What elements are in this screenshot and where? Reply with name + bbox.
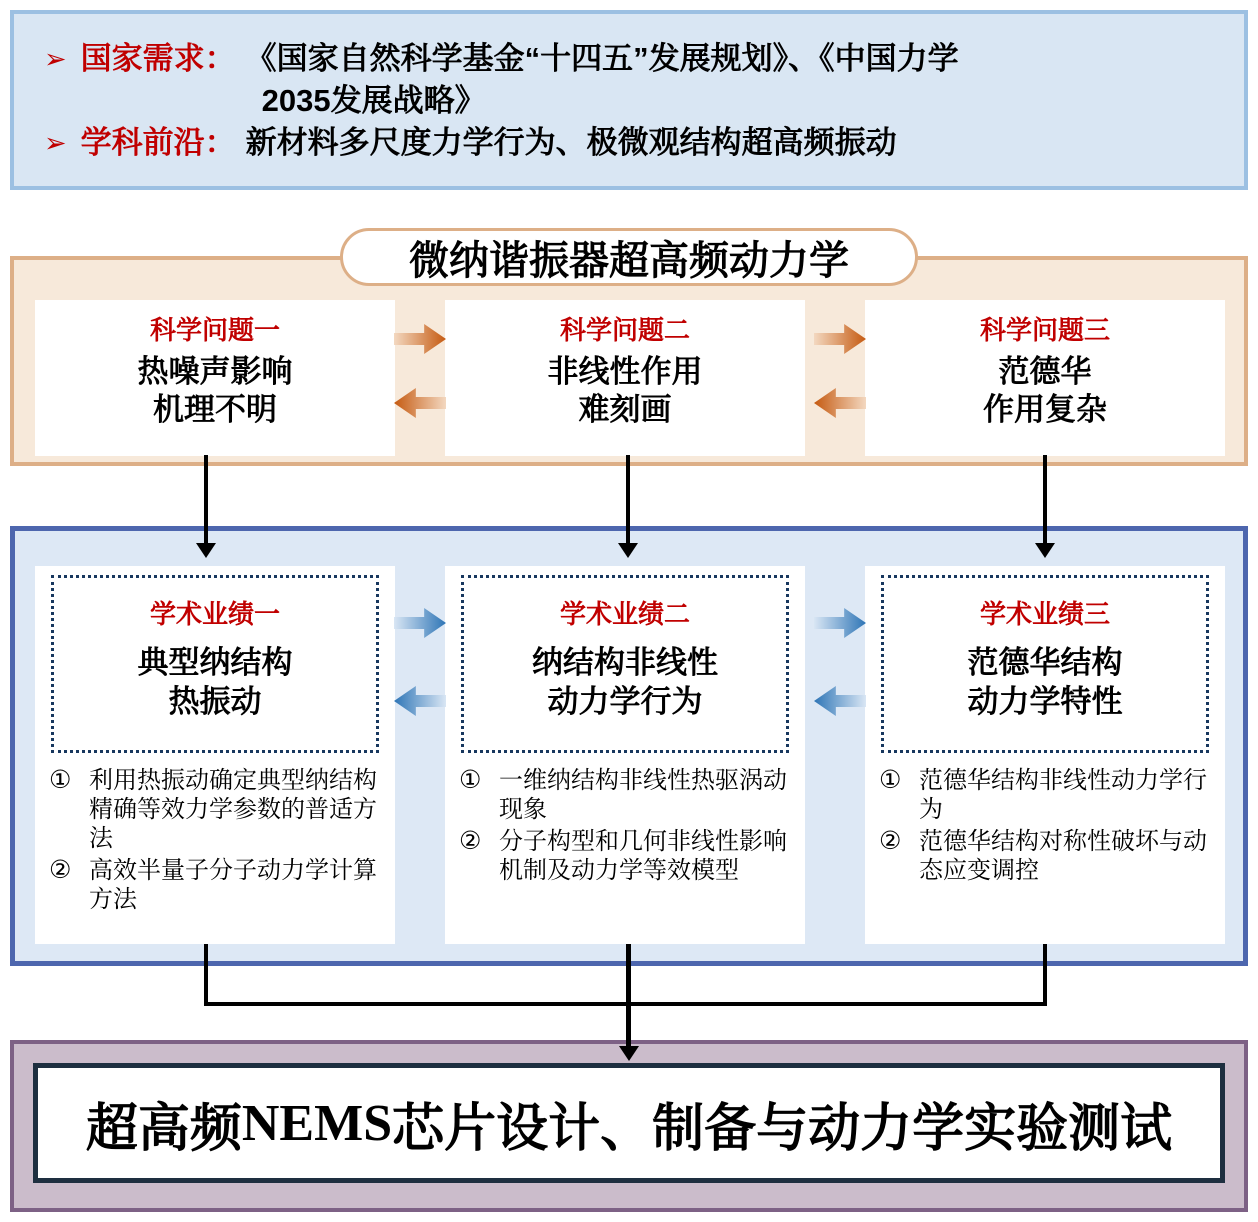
list-item <box>879 766 1215 824</box>
context-banner <box>10 10 1248 190</box>
problem-line2: 机理不明 <box>153 392 277 427</box>
final-goal-prefix: 超高频 <box>85 1099 242 1158</box>
problem-title: 科学问题三 <box>979 315 1110 345</box>
achievement-box-3 <box>865 566 1225 944</box>
circled-number-icon: ② <box>879 827 902 855</box>
national-demand-text <box>246 38 959 122</box>
list-item <box>459 827 795 885</box>
list-item <box>879 827 1215 885</box>
circled-number-icon: ② <box>49 856 72 884</box>
discipline-frontier-text <box>246 122 897 164</box>
science-problem-box-1 <box>35 300 395 456</box>
list-item-text: 一维纳结构非线性热驱涡动现象 <box>499 767 787 823</box>
down-arrow-icon <box>204 455 208 543</box>
achievement-box-1 <box>35 566 395 944</box>
down-arrow-icon <box>626 455 630 543</box>
science-problem-box-2 <box>445 300 805 456</box>
circled-number-icon: ① <box>879 766 902 794</box>
list-item-text: 分子构型和几何非线性影响机制及动力学等效模型 <box>499 828 787 884</box>
list-item-text: 范德华结构非线性动力学行为 <box>919 767 1207 823</box>
arrow-bullet-icon: ➢ <box>44 44 67 74</box>
national-demand-line2: 2035发展战略》 <box>261 83 486 118</box>
achievement-header <box>461 575 789 753</box>
discipline-frontier-line1: 新材料多尺度力学行为、极微观结构超高频振动 <box>245 125 897 160</box>
final-goal-suffix: 芯片设计、制备与动力学实验测试 <box>392 1099 1173 1158</box>
achievement-list <box>459 766 795 888</box>
arrow-bullet-icon: ➢ <box>44 128 67 158</box>
connector-line <box>204 944 208 1006</box>
problem-line2: 作用复杂 <box>983 392 1107 427</box>
problem-title: 科学问题二 <box>559 315 690 345</box>
achievement-box-2 <box>445 566 805 944</box>
achievement-line1: 典型纳结构 <box>137 645 293 680</box>
achievement-title: 学术业绩一 <box>149 599 280 629</box>
achievement-title: 学术业绩二 <box>559 599 690 629</box>
national-demand-label: 国家需求： <box>80 41 236 76</box>
circled-number-icon: ② <box>459 827 482 855</box>
achievement-header <box>881 575 1209 753</box>
achievement-header <box>51 575 379 753</box>
achievement-line2: 动力学行为 <box>547 684 703 719</box>
problem-line2: 难刻画 <box>578 392 672 427</box>
list-item <box>49 766 385 853</box>
final-goal-latin: NEMS <box>241 1094 393 1152</box>
list-item <box>459 766 795 824</box>
list-item-text: 范德华结构对称性破坏与动态应变调控 <box>919 828 1207 884</box>
circled-number-icon: ① <box>459 766 482 794</box>
achievement-line2: 热振动 <box>168 684 262 719</box>
achievement-list <box>49 766 385 917</box>
list-item <box>49 856 385 914</box>
down-arrow-icon <box>1043 455 1047 543</box>
problem-title: 科学问题一 <box>149 315 280 345</box>
section-title-pill: 微纳谐振器超高频动力学 <box>340 228 918 286</box>
discipline-frontier-label: 学科前沿： <box>80 125 236 160</box>
connector-line <box>1043 944 1047 1006</box>
problem-line1: 非线性作用 <box>547 354 703 389</box>
achievement-title: 学术业绩三 <box>979 599 1110 629</box>
achievement-line2: 动力学特性 <box>967 684 1123 719</box>
discipline-frontier-row <box>44 122 1220 164</box>
down-arrow-icon <box>626 944 631 1046</box>
problem-line1: 热噪声影响 <box>137 354 293 389</box>
final-goal-box <box>33 1063 1225 1183</box>
list-item-text: 利用热振动确定典型纳结构精确等效力学参数的普适方法 <box>89 767 377 852</box>
national-demand-row <box>44 38 1220 122</box>
problem-line1: 范德华 <box>998 354 1092 389</box>
achievement-line1: 纳结构非线性 <box>532 645 718 680</box>
achievement-list <box>879 766 1215 888</box>
list-item-text: 高效半量子分子动力学计算方法 <box>89 857 377 913</box>
national-demand-line1: 《国家自然科学基金“十四五”发展规划》、《中国力学 <box>245 41 959 76</box>
science-problem-box-3 <box>865 300 1225 456</box>
circled-number-icon: ① <box>49 766 72 794</box>
achievement-line1: 范德华结构 <box>967 645 1123 680</box>
